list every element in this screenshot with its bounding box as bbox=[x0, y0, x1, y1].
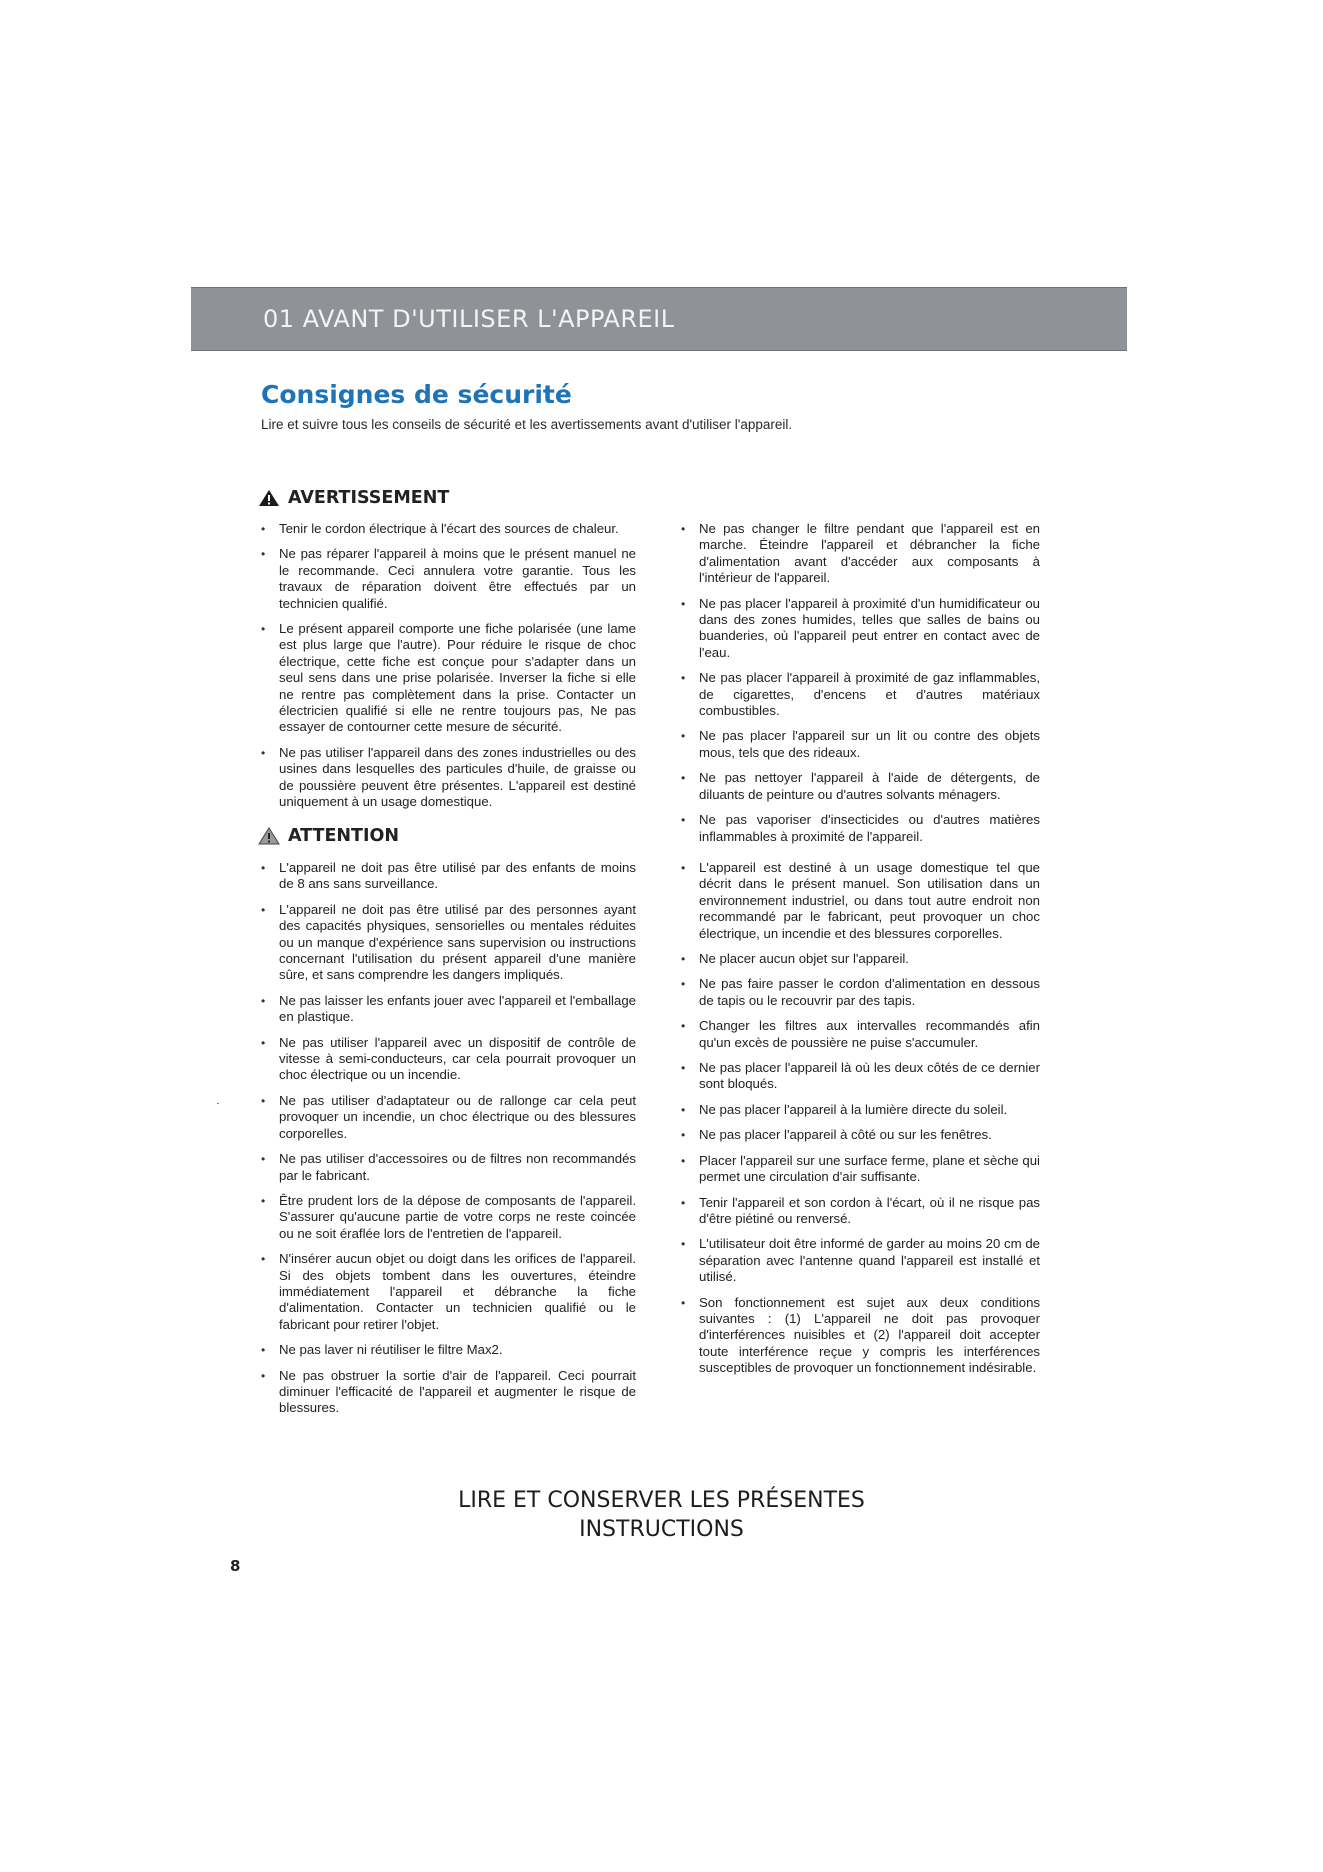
bullet-item: • N'insérer aucun objet ou doigt dans les orifices de l'appareil. Si des objets tombent dans les ouvertures, éteindre immédiatement l'appareil et débranche la fiche d'alimentation. Contacter un technicien qualifié ou le fabricant pour retirer l'objet. bbox=[261, 1251, 636, 1333]
warning-triangle-icon bbox=[258, 489, 280, 507]
scan-artifact bbox=[217, 1103, 219, 1104]
attention-right-column bbox=[681, 860, 1040, 1386]
bullet-item: • L'appareil ne doit pas être utilisé par des enfants de moins de 8 ans sans surveillance. bbox=[261, 860, 636, 893]
bullet-item: • Son fonctionnement est sujet aux deux conditions suivantes : (1) L'appareil ne doit pas provoquer d'interférences nuisibles et (2) l'appareil doit accepter toute interférence reçue y compris les interférences susceptibles de provoquer un fonctionnement indésirable. bbox=[681, 1295, 1040, 1377]
bullet-item: • Ne pas faire passer le cordon d'alimentation en dessous de tapis ou le recouvrir par des tapis. bbox=[681, 976, 1040, 1009]
bullet-item: • Ne pas changer le filtre pendant que l'appareil est en marche. Éteindre l'appareil et débrancher la fiche d'alimentation avant d'accéder aux composants à l'intérieur de l'appareil. bbox=[681, 521, 1040, 587]
bullet-item: • Ne placer aucun objet sur l'appareil. bbox=[681, 951, 1040, 967]
section-header-bar bbox=[191, 287, 1127, 351]
bullet-item: • Ne pas nettoyer l'appareil à l'aide de détergents, de diluants de peinture ou d'autres solvants ménagers. bbox=[681, 770, 1040, 803]
bullet-item: • Tenir le cordon électrique à l'écart des sources de chaleur. bbox=[261, 521, 636, 537]
warning-heading-label: AVERTISSEMENT bbox=[288, 488, 450, 508]
footer-line-1: LIRE ET CONSERVER LES PRÉSENTES bbox=[458, 1488, 865, 1513]
attention-heading bbox=[258, 826, 399, 846]
caution-triangle-icon bbox=[258, 827, 280, 845]
page-number: 8 bbox=[230, 1557, 241, 1575]
footer-instructions bbox=[0, 1486, 1323, 1544]
warning-left-column bbox=[261, 521, 636, 820]
attention-left-column bbox=[261, 860, 636, 1426]
bullet-item: • Changer les filtres aux intervalles recommandés afin qu'un excès de poussière ne puise s'accumuler. bbox=[681, 1018, 1040, 1051]
bullet-item: • Ne pas laisser les enfants jouer avec l'appareil et l'emballage en plastique. bbox=[261, 993, 636, 1026]
bullet-item: • Ne pas obstruer la sortie d'air de l'appareil. Ceci pourrait diminuer l'efficacité de l'appareil et augmenter le risque de blessures. bbox=[261, 1368, 636, 1417]
warning-right-list bbox=[681, 521, 1040, 845]
bullet-item: • Être prudent lors de la dépose de composants de l'appareil. S'assurer qu'aucune partie de votre corps ne reste coincée ou ne soit éraflée lors de l'entretien de l'appareil. bbox=[261, 1193, 636, 1242]
bullet-item: • Ne pas placer l'appareil là où les deux côtés de ce dernier sont bloqués. bbox=[681, 1060, 1040, 1093]
bullet-item: • Ne pas utiliser d'adaptateur ou de rallonge car cela peut provoquer un incendie, un choc électrique ou des blessures corporelles. bbox=[261, 1093, 636, 1142]
section-header-text: 01 AVANT D'UTILISER L'APPAREIL bbox=[263, 305, 675, 333]
bullet-item: • Ne pas placer l'appareil à proximité de gaz inflammables, de cigarettes, d'encens et d'autres matériaux combustibles. bbox=[681, 670, 1040, 719]
bullet-item: • Tenir l'appareil et son cordon à l'écart, où il ne risque pas d'être piétiné ou renversé. bbox=[681, 1195, 1040, 1228]
bullet-item: • Ne pas placer l'appareil sur un lit ou contre des objets mous, tels que des rideaux. bbox=[681, 728, 1040, 761]
attention-heading-label: ATTENTION bbox=[288, 826, 400, 846]
attention-left-list bbox=[261, 860, 636, 1417]
bullet-item: • Placer l'appareil sur une surface ferme, plane et sèche qui permet une circulation d'air suffisante. bbox=[681, 1153, 1040, 1186]
page-title: Consignes de sécurité bbox=[261, 380, 572, 409]
warning-left-list bbox=[261, 521, 636, 811]
footer-line-2: INSTRUCTIONS bbox=[579, 1517, 744, 1542]
bullet-item: • Ne pas placer l'appareil à côté ou sur les fenêtres. bbox=[681, 1127, 1040, 1143]
warning-right-column bbox=[681, 521, 1040, 854]
bullet-item: • Ne pas placer l'appareil à la lumière directe du soleil. bbox=[681, 1102, 1040, 1118]
bullet-item: • Ne pas placer l'appareil à proximité d'un humidificateur ou dans des zones humides, telles que salles de bains ou buanderies, où l'appareil peut entrer en contact avec de l'eau. bbox=[681, 596, 1040, 662]
bullet-item: • L'appareil est destiné à un usage domestique tel que décrit dans le présent manuel. Son utilisation dans un environnement industriel, ou dans tout autre endroit non recommandé par le fabricant, peut provoquer un choc électrique, un incendie et des blessures corporelles. bbox=[681, 860, 1040, 942]
attention-right-list bbox=[681, 860, 1040, 1377]
bullet-item: • L'utilisateur doit être informé de garder au moins 20 cm de séparation avec l'antenne quand l'appareil est installé et utilisé. bbox=[681, 1236, 1040, 1285]
warning-heading bbox=[258, 488, 449, 508]
page-subtitle: Lire et suivre tous les conseils de sécurité et les avertissements avant d'utiliser l'appareil. bbox=[261, 417, 793, 432]
bullet-item: • Ne pas utiliser l'appareil avec un dispositif de contrôle de vitesse à semi-conducteurs, car cela pourrait provoquer un choc électrique ou un incendie. bbox=[261, 1035, 636, 1084]
bullet-item: • Ne pas utiliser l'appareil dans des zones industrielles ou des usines dans lesquelles des particules d'huile, de graisse ou de poussière peuvent être présentes. L'appareil est destiné uniquement à un usage domestique. bbox=[261, 745, 636, 811]
bullet-item: • Ne pas utiliser d'accessoires ou de filtres non recommandés par le fabricant. bbox=[261, 1151, 636, 1184]
bullet-item: • Le présent appareil comporte une fiche polarisée (une lame est plus large que l'autre). Pour réduire le risque de choc électrique, cette fiche est conçue pour s'adapter dans un seul sens dans une prise polarisée. Inverser la fiche si elle ne rentre pas complètement dans la prise. Contacter un électricien qualifié si elle ne rentre toujours pas, Ne pas essayer de contourner cette mesure de sécurité. bbox=[261, 621, 636, 736]
bullet-item: • Ne pas réparer l'appareil à moins que le présent manuel ne le recommande. Ceci annulera votre garantie. Tous les travaux de réparation doivent être effectués par un technicien qualifié. bbox=[261, 546, 636, 612]
bullet-item: • Ne pas laver ni réutiliser le filtre Max2. bbox=[261, 1342, 636, 1358]
bullet-item: • L'appareil ne doit pas être utilisé par des personnes ayant des capacités physiques, sensorielles ou mentales réduites ou un manque d'expérience sans supervision ou instructions concernant l'utilisation du présent appareil d'une manière sûre, et sans comprendre les dangers impliqués. bbox=[261, 902, 636, 984]
bullet-item: • Ne pas vaporiser d'insecticides ou d'autres matières inflammables à proximité de l'appareil. bbox=[681, 812, 1040, 845]
